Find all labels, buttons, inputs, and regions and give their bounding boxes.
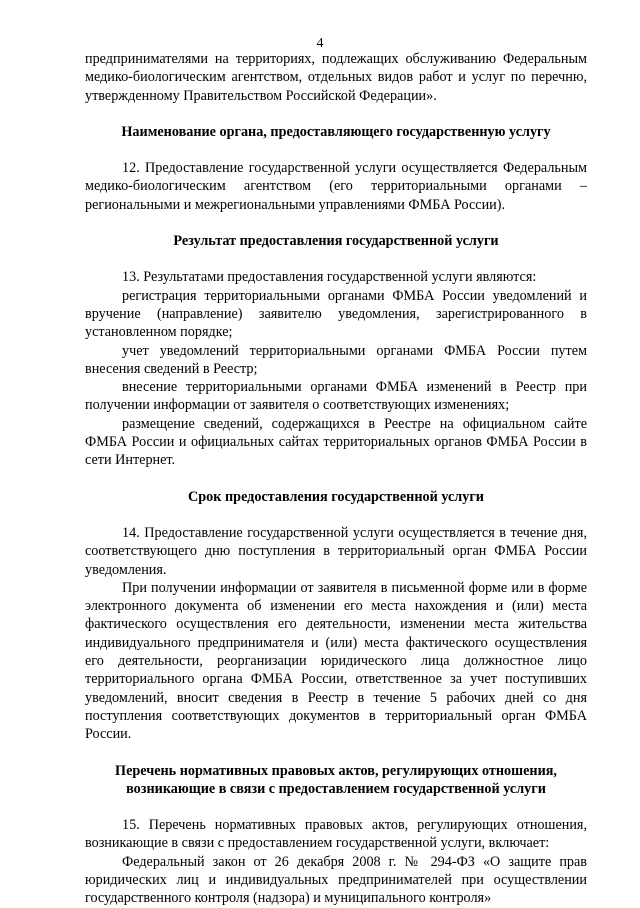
page-number: 4 [316,36,324,51]
paragraph-14: 14. Предоставление государственной услуги осуществляется в течение дня, соответствующего дню поступления в территориальный орган ФМБА России уведомления. [85,524,587,578]
result-item-accounting: учет уведомлений территориальными органами ФМБА России путем внесения сведений в Реестр; [85,342,587,377]
result-item-publication: размещение сведений, содержащихся в Реестре на официальном сайте ФМБА России и официальных сайтах территориальных органов ФМБА России в сети Интернет. [85,415,587,469]
result-item-changes: внесение территориальными органами ФМБА изменений в Реестр при получении информации от заявителя о соответствующих изменениях; [85,379,587,414]
paragraph-12: 12. Предоставление государственной услуги осуществляется Федеральным медико-биологическим агентством (его территориальными органами – региональными и межрегиональными управлениями ФМБА России). [85,160,587,213]
paragraph-13: 13. Результатами предоставления государственной услуги являются: [122,269,537,286]
paragraph-15: 15. Перечень нормативных правовых актов, регулирующих отношения, возникающие в связи с предоставлением государственной услуги, включает: [85,817,587,852]
legal-act-294-fz: Федеральный закон от 26 декабря 2008 г. № 294-ФЗ «О защите прав юридических лиц и индивидуальных предпринимателей при осуществлении государственного контроля (надзора) и муниципального контроля» [85,853,587,907]
heading-service-term: Срок предоставления государственной услуги [188,488,484,505]
heading-service-result: Результат предоставления государственной услуги [173,233,499,250]
result-item-registration: регистрация территориальными органами ФМБА России уведомлений и вручение (направление) заявителю уведомления, зарегистрированного в установленном порядке; [85,287,587,341]
paragraph-14-changes: При получении информации от заявителя в письменной форме или в форме электронного документа об изменении его места нахождения и (или) места фактического осуществления его деятельности, изменении места жительства индивидуального предпринимателя и (или) места фактического осуществления его деятельности, реорганизации юридического лица должностное лицо территориального органа ФМБА России, ответственное за учет поступивших уведомлений, вносит сведения в Реестр в течение 5 рабочих дней со дня поступления соответствующих документов в территориальный орган ФМБА России. [85,579,587,743]
heading-legal-acts: Перечень нормативных правовых актов, регулирующих отношения, возникающие в связи с предоставлением государственной услуги [115,762,557,797]
heading-service-provider: Наименование органа, предоставляющего государственную услугу [121,123,551,140]
document-body [85,50,587,908]
paragraph-continuation: предпринимателями на территориях, подлежащих обслуживанию Федеральным медико-биологическим агентством, отдельных видов работ и услуг по перечню, утвержденному Правительством Российской Федерации». [85,51,587,104]
